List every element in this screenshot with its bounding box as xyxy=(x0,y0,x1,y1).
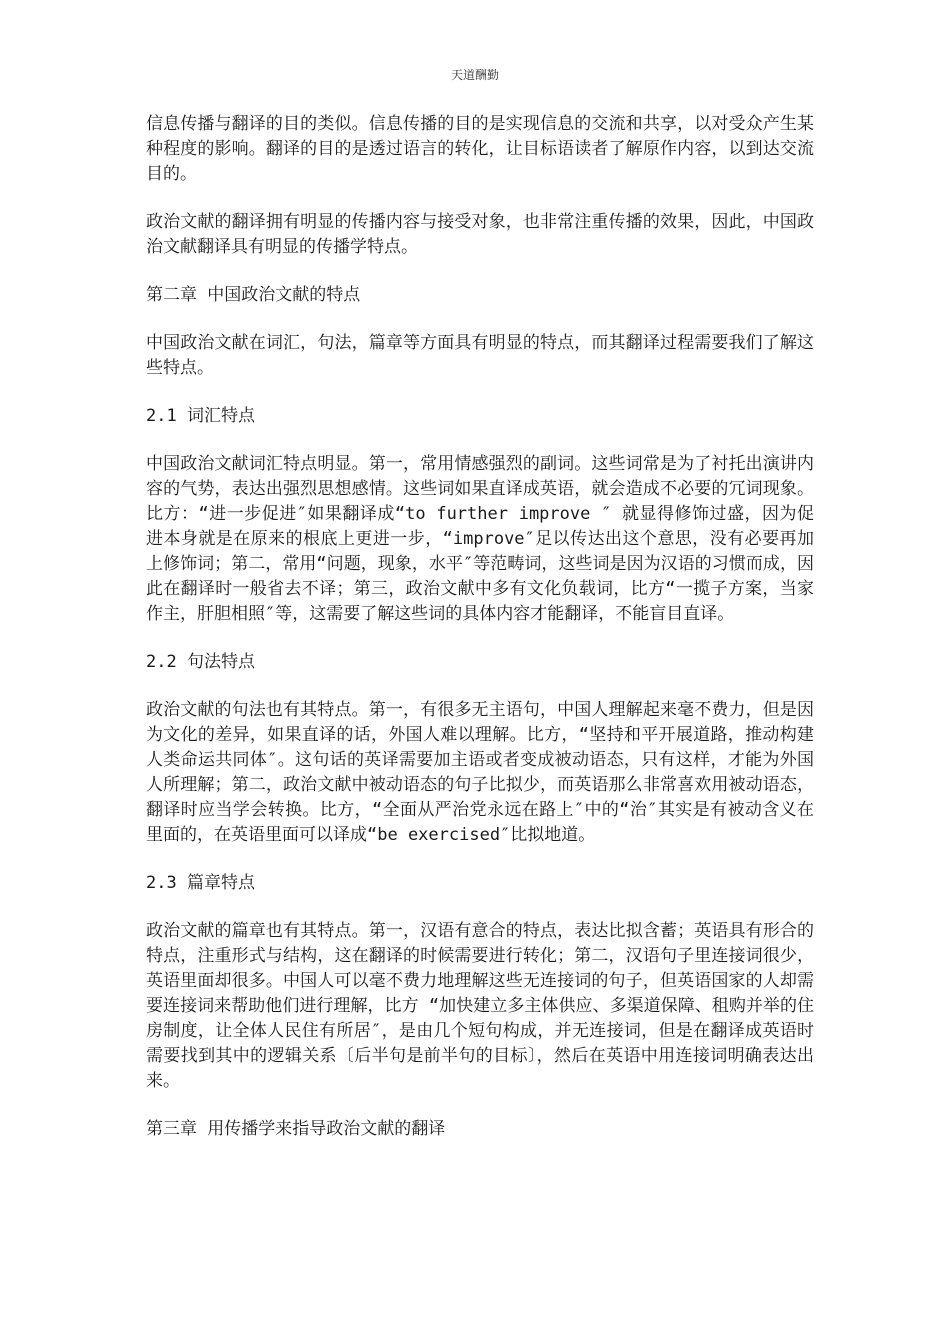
paragraph: 中国政治文献在词汇，句法，篇章等方面具有明显的特点，而其翻译过程需要我们了解这些特点。 xyxy=(146,333,814,378)
paragraph: 中国政治文献词汇特点明显。第一，常用情感强烈的副词。这些词常是为了衬托出演讲内容的气势，表达出强烈思想感情。这些词如果直译成英语，就会造成不必要的冗词现象。比方：“进一步促进″如果翻译成“to further improve ″ 就显得修饰过盛，因为促进本身就是在原来的根底上更进一步，“improve″足以传达出这个意思，没有必要再加上修饰词；第二，常用“问题，现象，水平″等范畴词，这些词是因为汉语的习惯而成，因此在翻译时一般省去不译；第三，政治文献中多有文化负载词，比方“一揽子方案，当家作主，肝胆相照″等，这需要了解这些词的具体内容才能翻译，不能盲目直译。 xyxy=(146,454,814,624)
chapter-heading: 第三章 用传播学来指导政治文献的翻译 xyxy=(146,1119,446,1139)
document-body xyxy=(146,112,814,1165)
paragraph: 信息传播与翻译的目的类似。信息传播的目的是实现信息的交流和共享，以对受众产生某种程度的影响。翻译的目的是透过语言的转化，让目标语读者了解原作内容，以到达交流目的。 xyxy=(146,114,814,184)
section-heading: 2.1 词汇特点 xyxy=(146,406,255,426)
section-heading: 2.3 篇章特点 xyxy=(146,873,255,893)
chapter-heading: 第二章 中国政治文献的特点 xyxy=(146,285,361,305)
paragraph: 政治文献的句法也有其特点。第一，有很多无主语句，中国人理解起来毫不费力，但是因为文化的差异，如果直译的话，外国人难以理解。比方，“坚持和平开展道路，推动构建人类命运共同体″。这句话的英译需要加主语或者变成被动语态，只有这样，才能为外国人所理解；第二，政治文献中被动语态的句子比拟少，而英语那么非常喜欢用被动语态，翻译时应当学会转换。比方，“全面从严治党永远在路上″中的“治″其实是有被动含义在里面的，在英语里面可以译成“be exercised″比拟地道。 xyxy=(146,700,814,845)
section-heading: 2.2 句法特点 xyxy=(146,652,255,672)
page-header: 天道酬勤 xyxy=(450,68,499,82)
paragraph: 政治文献的篇章也有其特点。第一，汉语有意合的特点，表达比拟含蓄；英语具有形合的特点，注重形式与结构，这在翻译的时候需要进行转化；第二，汉语句子里连接词很少，英语里面却很多。中国人可以毫不费力地理解这些无连接词的句子，但英语国家的人却需要连接词来帮助他们进行理解，比方 “加快建立多主体供应、多渠道保障、租购并举的住房制度，让全体人民住有所居″，是由几个短句构成，并无连接词，但是在翻译成英语时需要找到其中的逻辑关系〔后半句是前半句的目标〕，然后在英语中用连接词明确表达出来。 xyxy=(146,921,814,1091)
paragraph: 政治文献的翻译拥有明显的传播内容与接受对象，也非常注重传播的效果，因此，中国政治文献翻译具有明显的传播学特点。 xyxy=(146,212,814,257)
